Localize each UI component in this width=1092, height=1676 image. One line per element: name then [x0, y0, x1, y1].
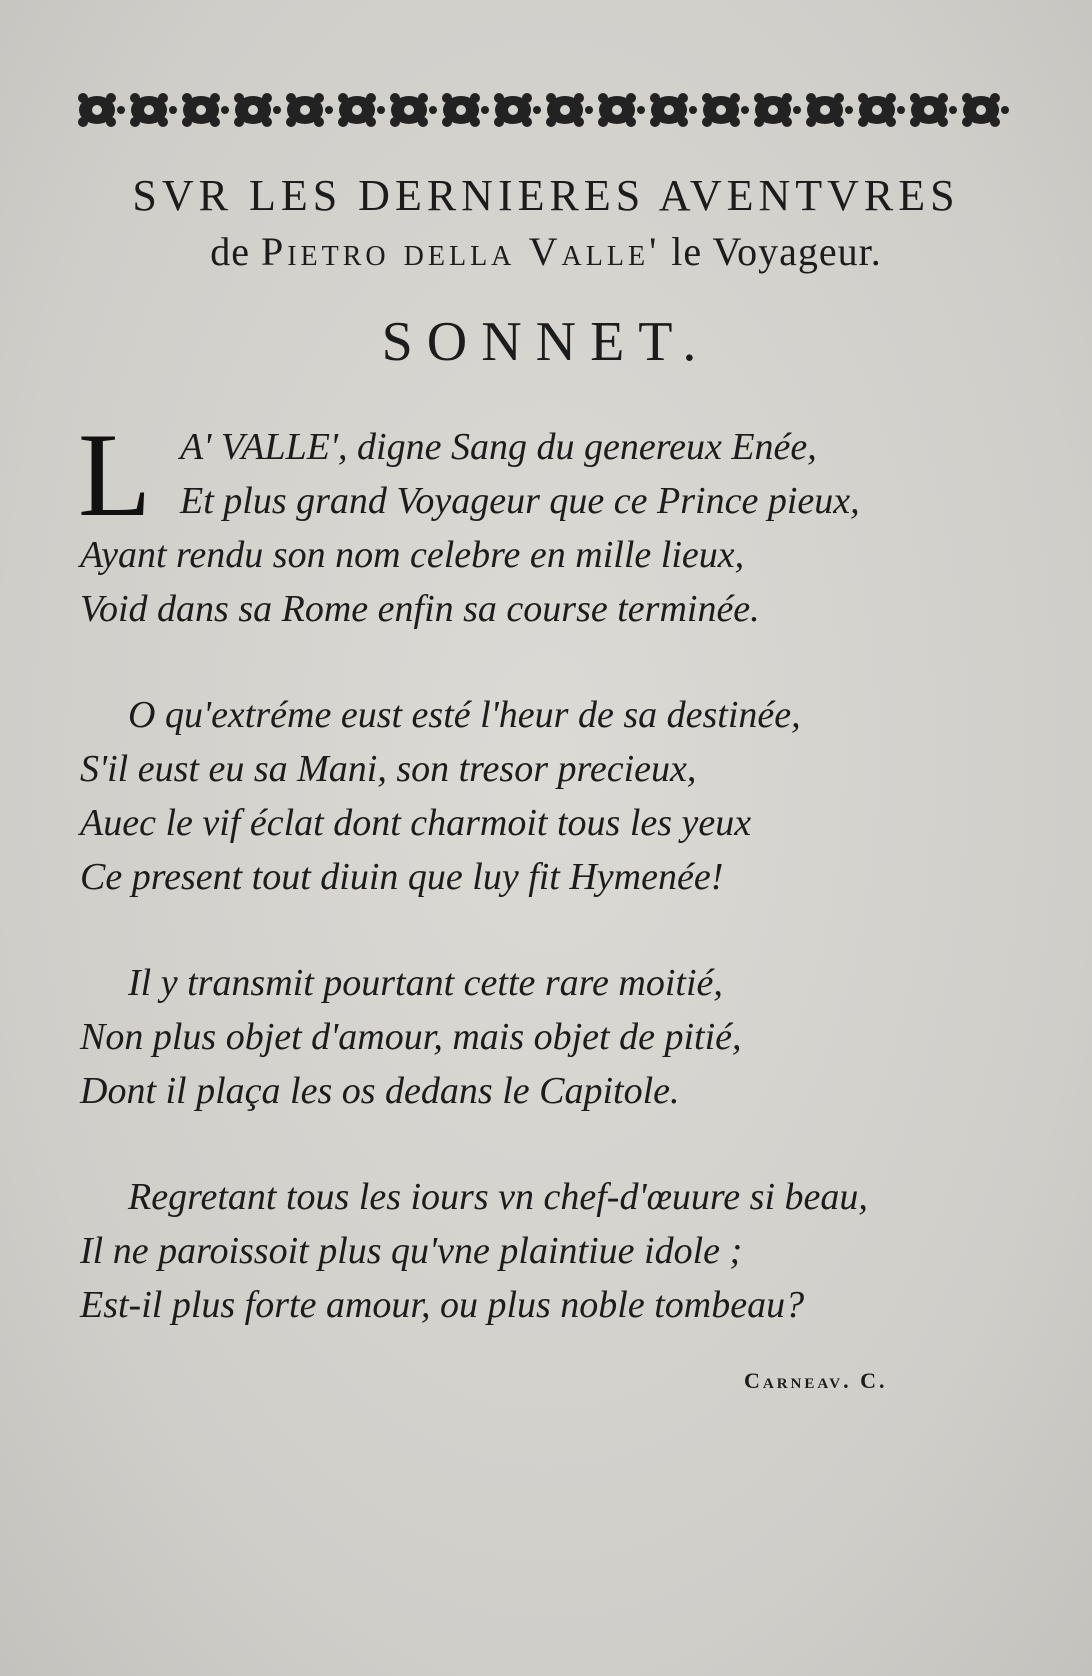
- poem-line: S'il eust eu sa Mani, son tresor precieux,: [80, 748, 697, 790]
- poem-line: Auec le vif éclat dont charmoit tous les yeux: [80, 802, 752, 844]
- poem-line: Est-il plus forte amour, ou plus noble tombeau?: [80, 1284, 805, 1326]
- heading-line-2: [0, 228, 1092, 275]
- poem-line: Void dans sa Rome enfin sa course terminée.: [80, 588, 760, 630]
- poem-line: Non plus objet d'amour, mais objet de pitié,: [80, 1016, 742, 1058]
- poem-line: Ce present tout diuin que luy fit Hymenée!: [80, 856, 724, 898]
- poem-line: Il ne paroissoit plus qu'vne plaintiue idole ;: [80, 1230, 743, 1272]
- poem-line: O qu'extréme eust esté l'heur de sa destinée,: [128, 694, 801, 736]
- poem-line: Regretant tous les iours vn chef-d'œuure si beau,: [128, 1176, 868, 1218]
- printers-ornament-band: [75, 88, 1010, 132]
- heading-line-2-post: le Voyageur.: [671, 229, 882, 274]
- poem-line: Et plus grand Voyageur que ce Prince pieux,: [180, 480, 860, 522]
- drop-cap: L: [78, 408, 152, 541]
- signature: Carneav. C.: [744, 1368, 888, 1393]
- poem-line: Il y transmit pourtant cette rare moitié,: [128, 962, 723, 1004]
- heading-author-name: Pietro della Valle': [260, 229, 661, 274]
- poem-line: Ayant rendu son nom celebre en mille lieux,: [80, 534, 745, 576]
- poem-line: Dont il plaça les os dedans le Capitole.: [80, 1070, 680, 1112]
- poem-line: A' VALLE', digne Sang du genereux Enée,: [180, 426, 817, 468]
- poem-body: [78, 408, 1020, 1332]
- sonnet-title: SONNET.: [381, 311, 711, 373]
- heading-line-2-pre: de: [210, 229, 250, 274]
- heading-line-1: SVR LES DERNIERES AVENTVRES: [132, 171, 960, 220]
